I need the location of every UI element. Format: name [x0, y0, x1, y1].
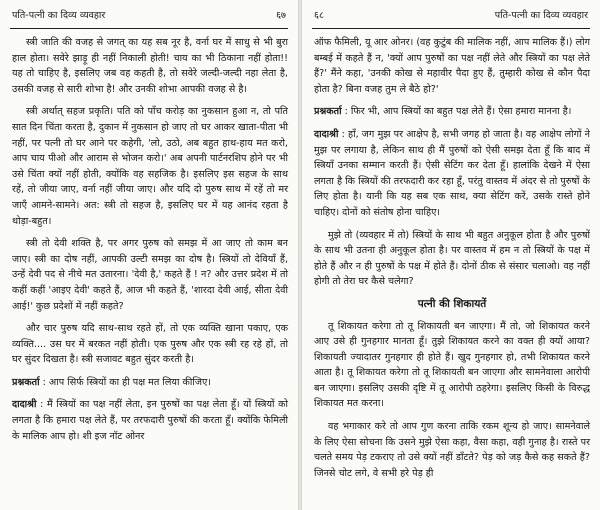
dadashri-label: दादाश्री: [314, 128, 339, 140]
left-paragraph-1: स्त्री जाति की वजह से जगत् का यह सब नूर है, वर्ना घर में साधु से भी बुरा हाल होता। सवेरे झाड़ू ही नहीं निकाली होती! चाय का भी ठिकाना नहीं होता!! यह तो चाहिए है, इसलिए जब वह कहती है, तो सवेरे जल्दी-जल्दी नहा लेता है, उसकी वजह से सारी शोभा है! और उनकी शोभा आपकी वजह से है।: [12, 37, 288, 95]
right-qa-answer: [314, 127, 590, 221]
right-page-number: ६८: [314, 10, 324, 21]
answer-text: : मैं स्त्रियों का पक्ष नहीं लेता, इन पुरुषों का पक्ष लेता हूँ। यों स्त्रियों को लगता है कि हमारा पक्ष लेते हैं, पर तरफदारी पुरुषों की करता हूँ। क्योंकि फेमिली के मालिक आप हो। शी इज नॉट ओनर: [12, 399, 288, 442]
left-paragraph-3: स्त्री तो देवी शक्ति है, पर अगर पुरुष को समझ में आ जाए तो काम बन जाए। स्त्री का दोष नहीं, आपकी उल्टी समझ का दोष है। स्त्रियों तो देवियाँ हैं, उन्हें देवी पद से नीचे मत उतारना। 'देवी है,' कहते हैं ! न? और उत्तर प्रदेश में तो कहीं कहीं 'आइए देवी' कहते हैं, आज भी कहते हैं, 'शारदा देवी आई, सीता देवी आई!' कुछ प्रदेशों में नहीं कहते?: [12, 238, 288, 312]
right-qa-question: [314, 104, 590, 120]
left-qa-answer: [12, 397, 288, 444]
right-paragraph-1: ऑफ फैमिली, यू आर ओनर। (वह कुटुंब की मालिक नहीं, आप मालिक हैं।) लोग बम्बई में कहते हैं न, 'क्यों आप पुरुषों का पक्ष नहीं लेते और स्त्रियों का पक्ष लेते हैं?' मैंने कहा, 'उनकी कोख से महावीर पैदा हुए हैं, तुम्हारी कोख से कौन पैदा होता है? बिना वजह तुम ले बैठे हो?': [314, 37, 590, 95]
right-paragraph-4: वह भगाकार करे तो आप गुण करना ताकि रकम शून्य हो जाए। सामनेवाले के लिए ऐसा सोचना कि उसने मुझे ऐसा कहा, वैसा कहा, वही गुनाह है। रास्ते पर चलते समय पेड़ टकराए तो उसे क्यों नहीं डाँटते? पेड़ को जड़ कैसे कह सकते हैं? जिनसे चोट लगे, वे सभी हरे पेड़ ही: [314, 421, 590, 479]
left-qa-question: [12, 375, 288, 391]
questioner-label: प्रश्नकर्ता: [12, 376, 40, 388]
left-page-header: [10, 6, 288, 29]
left-paragraph-4: और चार पुरुष यदि साथ-साथ रहते हों, तो एक व्यक्ति खाना पकाए, एक व्यक्ति.... उस घर में बरकत नहीं होती। एक पुरुष और एक स्त्री रह रहे हों, तो घर सुंदर दिखता है। स्त्री सजावट बहुत सुंदर करती है।: [12, 323, 288, 366]
question-text: : आप सिर्फ स्त्रियों का ही पक्ष मत लिया कीजिए।: [42, 376, 211, 388]
right-paragraph-2: मुझे तो (व्यवहार में तो) स्त्रियों के साथ भी बहुत अनुकूल होता है और पुरुषों के साथ भी उतना ही अनुकूल होता है। पर वास्तव में हम न तो स्त्रियों के पक्ष में होते हैं और न ही पुरुषों के पक्ष में होते हैं। दोनों ठीक से संसार चलाओ। वह नहीं होगी तो तेरा घर कैसे चलेगा?: [314, 229, 590, 288]
question-text: : फिर भी, आप स्त्रियों का बहुत पक्ष लेते हैं। ऐसा हमारा मानना है।: [344, 106, 572, 118]
left-page: [0, 0, 298, 510]
left-page-body: [12, 35, 288, 444]
left-header-title: पति-पत्नी का दिव्य व्यवहार: [12, 10, 106, 21]
right-page-body: [314, 35, 590, 481]
right-page: [302, 0, 600, 510]
right-page-header: [312, 6, 590, 29]
left-paragraph-2: स्त्री अर्थात् सहज प्रकृति। पति को पाँच करोड़ का नुकसान हुआ न, तो पति सात दिन चिंता करता है, दुकान में नुकसान हो जाए तो घर आकर खाता-पीता भी नहीं, पर पत्नी तो घर आने पर कहेगी, 'लो, उठो, अब बहुत हाथ-हाय मत करो, आप चाय पीओ और आराम से भोजन करो।' अब अपनी पार्टनरशिप होने पर भी उसे चिंता क्यों नहीं होती, क्योंकि वह सहजिक है। इसलिए इस सहज के साथ रहें, तो जीया जाए, वर्ना नहीं जीया जाए। और यदि दो पुरुष साथ में रहें तो मर जाएँ आमने-सामने। अत: स्त्री तो सहज है, इसलिए घर में यह आनंद रहता है थोड़ा-बहुत।: [12, 106, 288, 227]
questioner-label: प्रश्नकर्ता: [314, 106, 342, 118]
section-title: पत्नी की शिकायतें: [417, 297, 487, 310]
right-paragraph-3: तू शिकायत करेगा तो तू शिकायती बन जाएगा। मैं तो, जो शिकायत करने आए उसे ही गुनहगार मानता हूँ। तुझे शिकायत करने का वक्त ही क्यों आया? शिकायती ज्यादातर गुनहगार ही होते हैं। खुद गुनहगार हो, तभी शिकायत करने आता है। तू शिकायत करेगा तो तू शिकायती बन जाएगा और सामनेवाला आरोपी बन जाएगा। इसलिए उसकी दृष्टि में तू आरोपी ठहरेगा। इसलिए किसी के विरुद्ध शिकायत मत करना।: [314, 320, 590, 410]
dadashri-label: दादाश्री: [12, 399, 37, 411]
right-header-title: पति-पत्नी का दिव्य व्यवहार: [494, 10, 588, 21]
answer-text: : हाँ, जग मुझ पर आक्षेप है, सभी जगह हो जाता है। वह आक्षेप लोगों ने मुझ पर लगाया है, लेकिन साथ ही मैं पुरुषों को ऐसी समझ देता हूँ कि बाद में स्त्रियाँ उनका सम्मान करती हैं। ऐसी सेटिंग कर देता हूँ। हालांकि देखने में ऐसा लगता है कि स्त्रियों की तरफदारी कर रहा हूँ, परंतु वास्तव में अंदर से तो पुरुषों के लिए होता है। यानी कि यह सब एक साथ, क्या सेटिंग करें, उसके रास्ते होने चाहिए। दोनों को संतोष होना चाहिए।: [314, 128, 590, 218]
left-page-number: ६७: [276, 10, 286, 21]
